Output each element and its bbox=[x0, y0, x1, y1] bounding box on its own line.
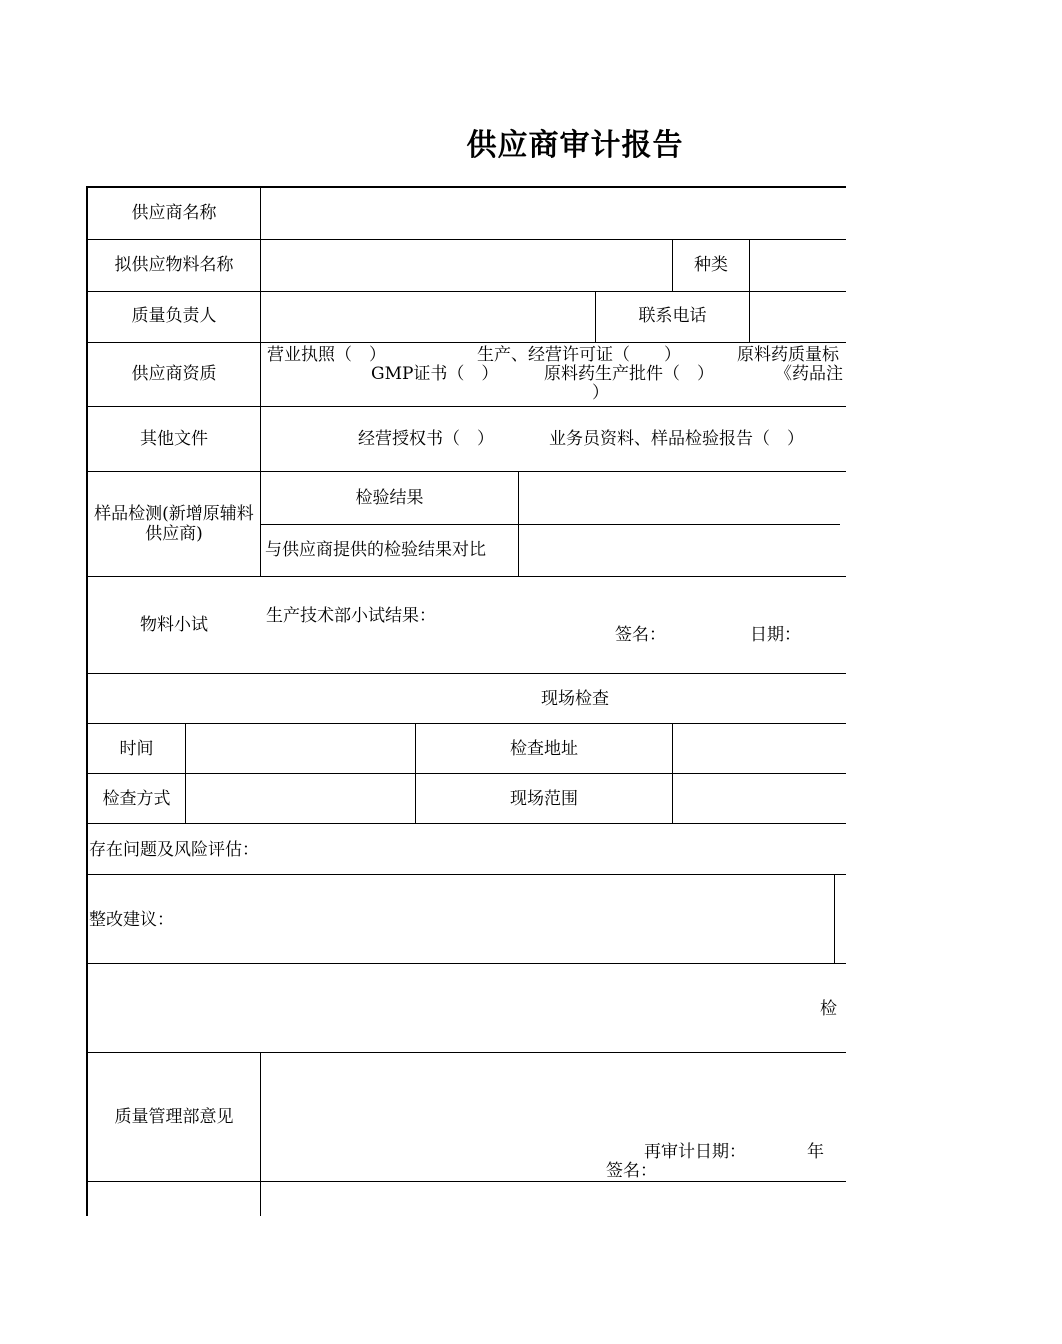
qm-opinion-label: 质量管理部意见 bbox=[114, 1107, 234, 1127]
row-line bbox=[260, 524, 840, 525]
row-line bbox=[86, 823, 846, 824]
method-field[interactable] bbox=[187, 776, 413, 822]
address-field[interactable] bbox=[674, 726, 835, 772]
test-result-field[interactable] bbox=[520, 474, 835, 522]
col-line bbox=[518, 471, 519, 576]
row-line bbox=[86, 342, 846, 343]
time-field[interactable] bbox=[187, 726, 413, 772]
test-result-label: 检验结果 bbox=[355, 488, 424, 508]
onsite-header: 现场检查 bbox=[541, 689, 609, 709]
row-line bbox=[86, 1181, 846, 1182]
col-line bbox=[749, 239, 750, 342]
row-line bbox=[86, 723, 846, 724]
salesman-report-check[interactable]: 业务员资料、样品检验报告（ ） bbox=[549, 429, 804, 449]
inspector-label: 检 bbox=[820, 999, 837, 1019]
phone-label: 联系电话 bbox=[638, 306, 707, 326]
material-name-field[interactable] bbox=[262, 242, 670, 290]
col-line bbox=[260, 186, 261, 576]
row-line bbox=[86, 874, 846, 875]
category-field[interactable] bbox=[751, 242, 835, 290]
page-title: 供应商审计报告 bbox=[466, 128, 684, 163]
method-label: 检查方式 bbox=[102, 789, 171, 809]
authorization-check[interactable]: 经营授权书（ ） bbox=[358, 429, 494, 449]
form-top-border bbox=[86, 186, 846, 188]
scope-label: 现场范围 bbox=[510, 789, 578, 809]
qualification-label: 供应商资质 bbox=[131, 364, 217, 384]
time-label: 时间 bbox=[119, 739, 154, 759]
production-permit-check[interactable]: 生产、经营许可证（ ） bbox=[477, 345, 681, 365]
col-line bbox=[185, 723, 186, 823]
quality-head-field[interactable] bbox=[262, 294, 592, 340]
compare-field[interactable] bbox=[520, 527, 835, 575]
row-line bbox=[86, 773, 846, 774]
other-docs-label: 其他文件 bbox=[140, 429, 208, 449]
year-label: 年 bbox=[807, 1142, 824, 1162]
material-name-label: 拟供应物料名称 bbox=[114, 255, 234, 275]
row-line bbox=[86, 291, 846, 292]
row-line bbox=[86, 471, 846, 472]
phone-field[interactable] bbox=[751, 294, 835, 340]
trial-date-label: 日期： bbox=[750, 625, 801, 645]
row-line bbox=[86, 963, 846, 964]
supplier-name-label: 供应商名称 bbox=[131, 203, 217, 223]
row-line bbox=[86, 673, 846, 674]
material-trial-label: 物料小试 bbox=[140, 615, 208, 635]
address-label: 检查地址 bbox=[510, 739, 578, 759]
api-quality-standard-check[interactable]: 原料药质量标 bbox=[737, 345, 839, 365]
row-line bbox=[86, 576, 846, 577]
col-line bbox=[260, 1052, 261, 1216]
business-license-check[interactable]: 营业执照（ ） bbox=[267, 345, 386, 365]
drug-registration-check[interactable]: 《药品注 bbox=[775, 364, 843, 384]
col-line bbox=[834, 874, 835, 963]
compare-label: 与供应商提供的检验结果对比 bbox=[265, 540, 486, 560]
qm-sign-label: 签名： bbox=[606, 1161, 657, 1181]
trial-sign-label: 签名： bbox=[615, 625, 666, 645]
row-line bbox=[86, 1052, 846, 1053]
suggestion-label: 整改建议： bbox=[89, 910, 174, 930]
scope-field[interactable] bbox=[674, 776, 835, 822]
supplier-name-field[interactable] bbox=[262, 190, 832, 238]
api-batch-approval-check[interactable]: 原料药生产批件（ ） bbox=[544, 364, 714, 384]
trial-result-label: 生产技术部小试结果： bbox=[266, 606, 436, 626]
col-line bbox=[672, 723, 673, 823]
gmp-certificate-check[interactable]: GMP证书（ ） bbox=[371, 364, 499, 384]
reaudit-date-label: 再审计日期： bbox=[644, 1142, 746, 1162]
qualification-close-paren: ） bbox=[592, 383, 609, 403]
quality-head-label: 质量负责人 bbox=[131, 306, 217, 326]
row-line bbox=[86, 406, 846, 407]
row-line bbox=[86, 239, 846, 240]
category-label: 种类 bbox=[694, 255, 728, 275]
issues-label: 存在问题及风险评估： bbox=[89, 840, 259, 860]
sample-test-label: 样品检测(新增原辅料供应商) bbox=[94, 504, 254, 544]
